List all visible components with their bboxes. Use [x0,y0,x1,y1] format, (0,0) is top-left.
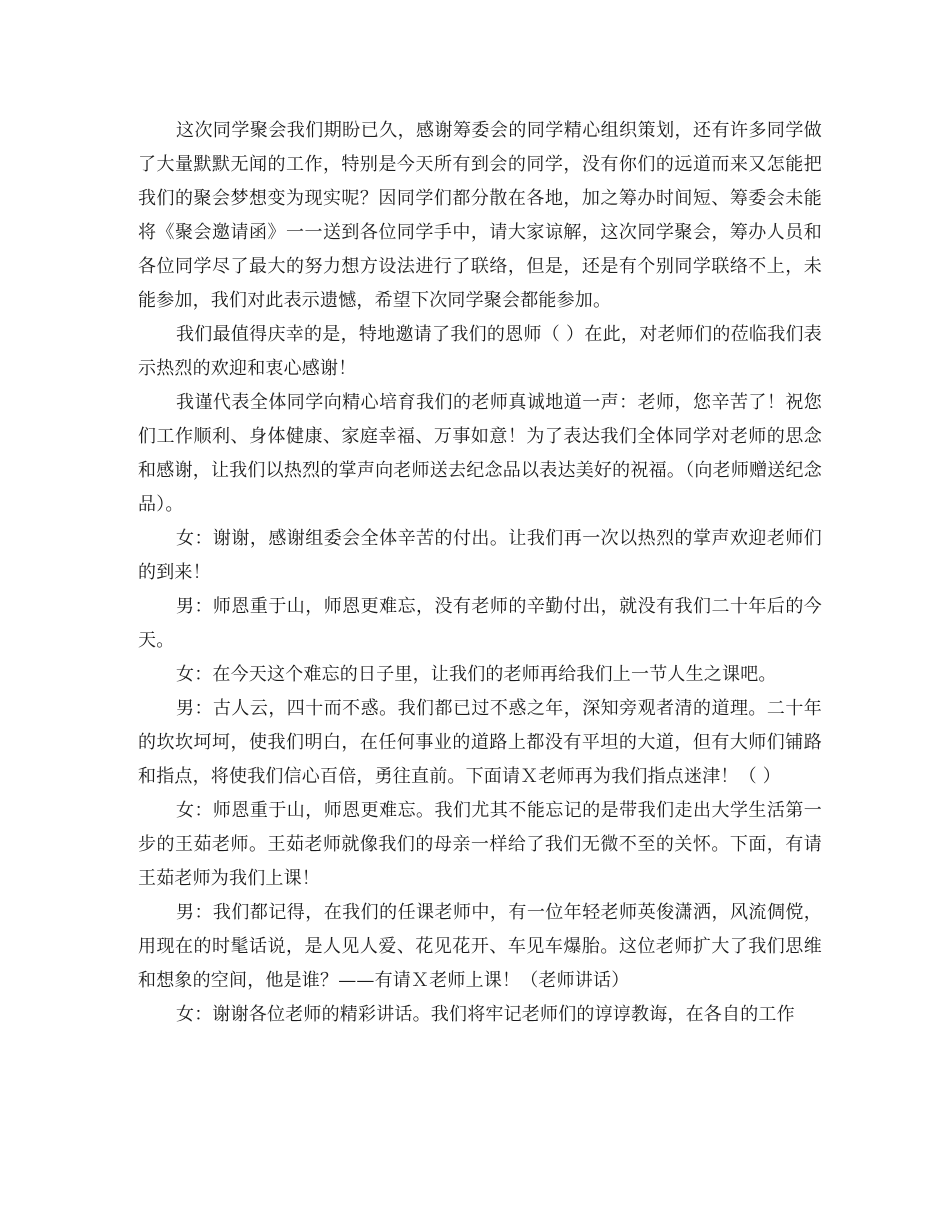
paragraph-2: 我们最值得庆幸的是，特地邀请了我们的恩师（ ）在此，对老师们的莅临我们表示热烈的欢迎和衷心感谢！ [138,324,822,379]
paragraph-1: 这次同学聚会我们期盼已久，感谢筹委会的同学精心组织策划，还有许多同学做了大量默默无闻的工作，特别是今天所有到会的同学，没有你们的远道而来又怎能把我们的聚会梦想变为现实呢？因同学们都分散在各地，加之筹办时间短、筹委会未能将《聚会邀请函》一一送到各位同学手中，请大家谅解，这次同学聚会，筹办人员和各位同学尽了最大的努力想方设法进行了联络，但是，还是有个别同学联络不上，未能参加，我们对此表示遗憾，希望下次同学聚会都能参加。 [138,120,822,311]
paragraph-3: 我谨代表全体同学向精心培育我们的老师真诚地道一声：老师，您辛苦了！祝您们工作顺利、身体健康、家庭幸福、万事如意！为了表达我们全体同学对老师的思念和感谢，让我们以热烈的掌声向老师送去纪念品以表达美好的祝福。（向老师赠送纪念品）。 [138,392,822,515]
paragraph-6: 女：在今天这个难忘的日子里，让我们的老师再给我们上一节人生之课吧。 [176,664,777,685]
paragraph-4: 女：谢谢，感谢组委会全体辛苦的付出。让我们再一次以热烈的掌声欢迎老师们的到来！ [138,528,822,583]
paragraph-9: 男：我们都记得，在我们的任课老师中，有一位年轻老师英俊潇洒，风流倜傥，用现在的时髦话说，是人见人爱、花见花开、车见车爆胎。这位老师扩大了我们思维和想象的空间，他是谁？——有请Ｘ老师上课！（老师讲话） [138,902,822,991]
document-body [138,114,822,1032]
paragraph-7: 男：古人云，四十而不惑。我们都已过不惑之年，深知旁观者清的道理。二十年的坎坎坷坷，使我们明白，在任何事业的道路上都没有平坦的大道，但有大师们铺路和指点，将使我们信心百倍，勇往直前。下面请Ｘ老师再为我们指点迷津！（ ） [138,698,822,787]
paragraph-10: 女：谢谢各位老师的精彩讲话。我们将牢记老师们的谆谆教诲，在各自的工作 [176,1004,795,1025]
paragraph-5: 男：师恩重于山，师恩更难忘，没有老师的辛勤付出，就没有我们二十年后的今天。 [138,596,822,651]
paragraph-8: 女：师恩重于山，师恩更难忘。我们尤其不能忘记的是带我们走出大学生活第一步的王茹老师。王茹老师就像我们的母亲一样给了我们无微不至的关怀。下面，有请王茹老师为我们上课！ [138,800,822,889]
